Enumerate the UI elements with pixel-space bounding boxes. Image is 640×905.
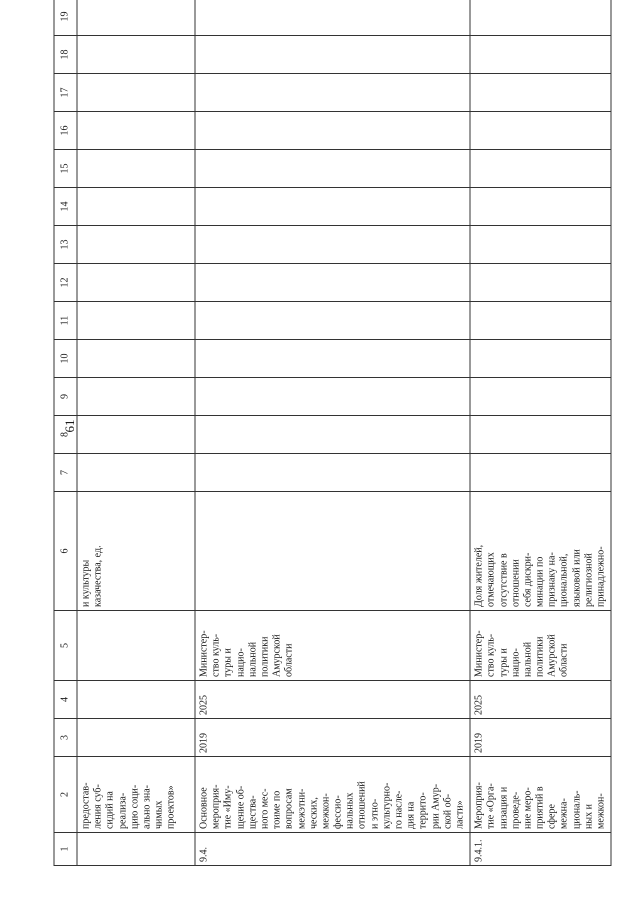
column-header: 15 xyxy=(54,149,77,187)
table-cell xyxy=(470,0,611,35)
column-header: 14 xyxy=(54,187,77,225)
table-cell xyxy=(77,263,195,301)
table-cell xyxy=(77,35,195,73)
cell-text: Министер- ство куль- туры и нацио- нальной политики Амурской области xyxy=(473,629,570,677)
table-cell xyxy=(195,301,470,339)
table-cell xyxy=(77,73,195,111)
cell-text: и культуры казачества, ед. xyxy=(80,544,104,607)
column-header: 18 xyxy=(54,35,77,73)
table-cell xyxy=(77,832,195,865)
table-cell xyxy=(195,225,470,263)
cell-text: 2019 xyxy=(473,732,485,753)
table-cell xyxy=(77,453,195,491)
column-header: 7 xyxy=(54,453,77,491)
cell-text: Основное мероприя- тие «Иму- щение об- щества- ного мес- тоиме по вопросам межэтни- ческих, межкон- фессио- нальных отношений и этно- культурно- го насле- дия на террито- рии Амур- ской об- ласти» xyxy=(198,780,466,829)
table-row xyxy=(77,0,195,865)
table-cell xyxy=(195,111,470,149)
table-cell xyxy=(77,680,195,718)
table-cell xyxy=(77,377,195,415)
column-header: 11 xyxy=(54,301,77,339)
table-cell xyxy=(77,187,195,225)
table-cell xyxy=(470,301,611,339)
column-header: 8 xyxy=(54,415,77,453)
column-header: 13 xyxy=(54,225,77,263)
cell-text: 2019 xyxy=(198,732,210,753)
table-cell xyxy=(195,718,470,756)
column-header: 12 xyxy=(54,263,77,301)
table-rotated-wrapper xyxy=(54,11,607,866)
table-cell xyxy=(195,453,470,491)
cell-text: предостав- ления суб- сидий на реализа- цию соци- ально зна- чимых проектов» xyxy=(80,782,177,829)
table-cell xyxy=(470,377,611,415)
table-cell xyxy=(195,73,470,111)
column-header: 2 xyxy=(54,756,77,832)
table-cell xyxy=(77,339,195,377)
table-cell xyxy=(77,301,195,339)
column-header: 6 xyxy=(54,491,77,610)
cell-text: 2025 xyxy=(473,694,485,715)
table-row xyxy=(470,0,611,865)
table-cell xyxy=(470,680,611,718)
table-cell xyxy=(77,225,195,263)
table-cell xyxy=(195,610,470,680)
table-cell xyxy=(77,111,195,149)
table-cell xyxy=(195,832,470,865)
table-cell xyxy=(195,149,470,187)
column-header: 5 xyxy=(54,610,77,680)
table-cell xyxy=(77,610,195,680)
table-cell xyxy=(195,263,470,301)
table-cell xyxy=(77,491,195,610)
table-cell xyxy=(470,610,611,680)
header-row xyxy=(54,0,77,865)
table-cell xyxy=(195,377,470,415)
table-cell xyxy=(195,187,470,225)
table-cell xyxy=(77,718,195,756)
cell-text: Министер- ство куль- туры и нацио- нальной политики Амурской области xyxy=(198,629,295,677)
table-cell xyxy=(77,149,195,187)
cell-text: Доля жителей, отмечающих отсутствие в отношении себя дискри- минации по признаку на- циональной, языковой или религиозной принадлежно- xyxy=(473,544,607,607)
table-cell xyxy=(470,832,611,865)
program-table xyxy=(54,0,612,866)
table-cell xyxy=(195,0,470,35)
table-cell xyxy=(470,187,611,225)
table-cell xyxy=(470,263,611,301)
table-cell xyxy=(470,225,611,263)
table-cell xyxy=(195,491,470,610)
cell-text: 2025 xyxy=(198,694,210,715)
column-header: 19 xyxy=(54,0,77,35)
table-cell xyxy=(77,756,195,832)
table-row xyxy=(195,0,470,865)
table-cell xyxy=(470,718,611,756)
table-cell xyxy=(470,149,611,187)
table-cell xyxy=(77,415,195,453)
column-header: 9 xyxy=(54,377,77,415)
table-cell xyxy=(470,111,611,149)
table-cell xyxy=(470,35,611,73)
page-number: 61 xyxy=(62,419,77,433)
column-header: 1 xyxy=(54,832,77,865)
cell-text: 9.4.1. xyxy=(473,839,485,862)
column-header: 16 xyxy=(54,111,77,149)
table-cell xyxy=(470,491,611,610)
table-cell xyxy=(77,0,195,35)
table-cell xyxy=(470,339,611,377)
table-cell xyxy=(470,73,611,111)
column-header: 10 xyxy=(54,339,77,377)
table-cell xyxy=(470,756,611,832)
table-cell xyxy=(470,453,611,491)
table-cell xyxy=(195,680,470,718)
table-cell xyxy=(195,35,470,73)
cell-text: Мероприя- тие «Орга- низация и проведе- ние меро- приятий в сфере межна- циональ- ных и межкон- xyxy=(473,781,607,829)
table-cell xyxy=(195,415,470,453)
table-cell xyxy=(195,756,470,832)
column-header: 4 xyxy=(54,680,77,718)
table-cell xyxy=(195,339,470,377)
table-cell xyxy=(470,415,611,453)
cell-text: 9.4. xyxy=(198,846,210,862)
column-header: 3 xyxy=(54,718,77,756)
column-header: 17 xyxy=(54,73,77,111)
